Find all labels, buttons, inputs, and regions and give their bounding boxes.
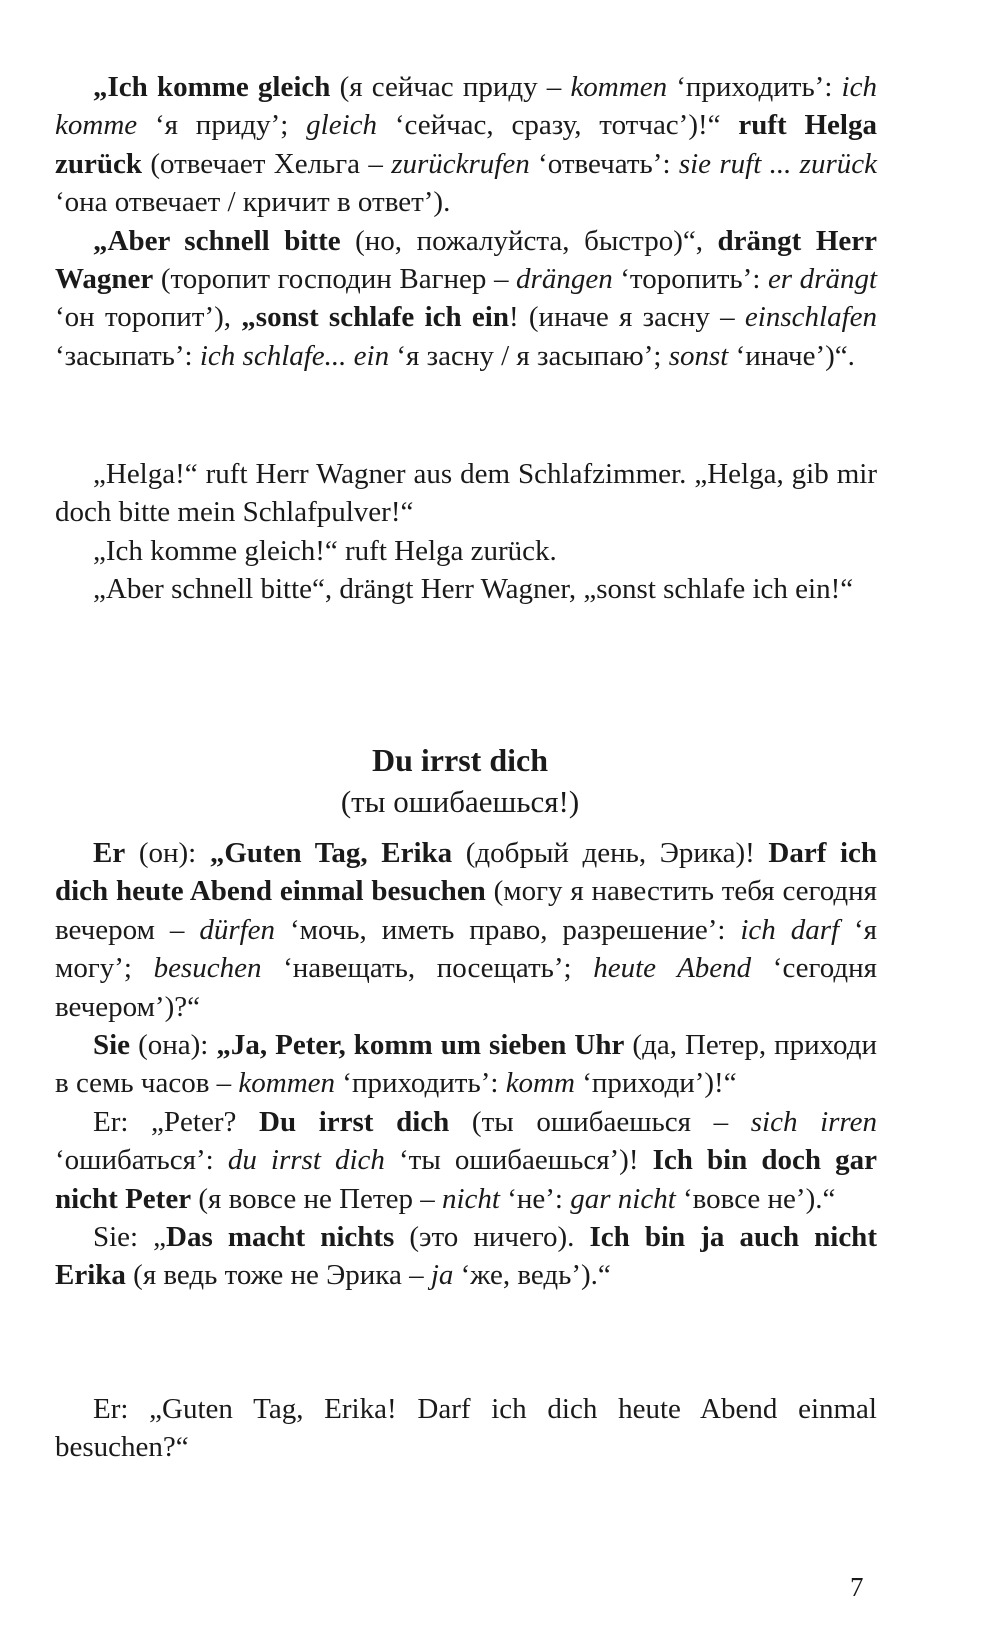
bold-run: Das macht nichts xyxy=(166,1221,395,1254)
text-block-1 xyxy=(55,455,877,609)
italic-run: du irrst dich xyxy=(227,1144,385,1177)
text-paragraph: Er: „Guten Tag, Erika! Darf ich dich heute Abend einmal besuchen?“ xyxy=(55,1393,877,1464)
bold-run: Du irrst dich xyxy=(259,1105,450,1138)
gloss-paragraph: Er: „Peter? Du irrst dich (ты ошибаешься – sich irren ‘ошибаться’: du irrst dich ‘ты ошибаешься’)! Ich bin doch gar nicht Peter (я вовсе не Петер – nicht ‘не’: gar nicht ‘вовсе не’).“ xyxy=(55,1105,878,1215)
text-paragraph: „Aber schnell bitte“, drängt Herr Wagner, „sonst schlafe ich ein!“ xyxy=(93,573,854,606)
bold-run: drängt Herr Wagner xyxy=(55,224,877,296)
italic-run: ich darf xyxy=(740,913,840,946)
gloss-paragraph: „Ich komme gleich (я сейчас приду – kommen ‘приходить’: ich komme ‘я приду’; gleich ‘сейчас, сразу, тотчас’)!“ ruft Helga zurück (отвечает Хельга – zurückrufen ‘отвечать’: sie ruft ... zurück ‘она отвечает / кричит в ответ’). xyxy=(55,71,877,219)
bold-run: ruft Helga zurück xyxy=(55,109,877,180)
gloss-block-1 xyxy=(55,68,877,375)
bold-run: „Ich komme gleich xyxy=(93,71,331,103)
italic-run: besuchen xyxy=(153,952,262,985)
italic-run: er drängt xyxy=(767,263,878,296)
italic-run: zurückrufen xyxy=(391,147,530,180)
italic-run: sonst xyxy=(668,339,729,372)
gloss-paragraph: Sie: „Das macht nichts (это ничего). Ich bin ja auch nicht Erika (я ведь тоже не Эрика – ja ‘же, ведь’).“ xyxy=(55,1221,877,1292)
bold-run: Darf ich dich heute Abend einmal besuchen xyxy=(55,837,878,908)
bold-run: „Ja, Peter, komm um sieben Uhr xyxy=(216,1029,625,1062)
section-subtitle: (ты ошибаешься!) xyxy=(340,784,580,819)
italic-run: kommen xyxy=(570,71,668,103)
italic-run: ja xyxy=(430,1259,454,1292)
gloss-paragraph: Er (он): „Guten Tag, Erika (добрый день, Эрика)! Darf ich dich heute Abend einmal besuchen (могу я навестить тебя сегодня вечером – dürfen ‘мочь, иметь право, разрешение’: ich darf ‘я могу’; besuchen ‘навещать, посещать’; heute Abend ‘сегодня вечером’)?“ xyxy=(55,837,878,1023)
bold-run: „sonst schlafe ich ein xyxy=(241,301,509,334)
text-paragraph: „Helga!“ ruft Herr Wagner aus dem Schlafzimmer. „Helga, gib mir doch bitte mein Schlafpulver!“ xyxy=(55,458,877,529)
italic-run: kommen xyxy=(238,1067,336,1100)
italic-run: ich komme xyxy=(55,71,877,142)
gloss-paragraph: Sie (она): „Ja, Peter, komm um sieben Uhr (да, Петер, приходи в семь часов – kommen ‘приходить’: komm ‘приходи’)!“ xyxy=(55,1029,877,1100)
bold-run: Ich bin doch gar nicht Peter xyxy=(55,1144,877,1215)
italic-run: komm xyxy=(505,1067,575,1100)
italic-run: sie ruft ... zurück xyxy=(678,147,877,180)
italic-run: sich irren xyxy=(750,1105,878,1138)
gloss-paragraph: „Aber schnell bitte (но, пожалуйста, быстро)“, drängt Herr Wagner (торопит господин Вагнер – drängen ‘торопить’: er drängt ‘он торопит’), „sonst schlafe ich ein! (иначе я засну – einschlafen ‘засыпать’: ich schlafe... ein ‘я засну / я засыпаю’; sonst ‘иначе’)“. xyxy=(55,224,878,372)
bold-run: „Guten Tag, Erika xyxy=(209,837,453,869)
italic-run: heute Abend xyxy=(593,952,752,985)
section-title: Du irrst dich xyxy=(372,742,548,778)
italic-run: nicht xyxy=(441,1182,500,1215)
bold-run: Sie xyxy=(93,1029,131,1062)
italic-run: einschlafen xyxy=(744,301,877,334)
italic-run: drängen xyxy=(516,263,613,296)
text-block-2 xyxy=(55,1390,877,1467)
bold-run: „Aber schnell bitte xyxy=(93,224,341,257)
italic-run: gar nicht xyxy=(570,1182,676,1215)
page-number: 7 xyxy=(850,1572,864,1602)
gloss-block-2 xyxy=(55,834,877,1295)
text-paragraph: „Ich komme gleich!“ ruft Helga zurück. xyxy=(93,534,557,567)
italic-run: gleich xyxy=(306,109,377,142)
bold-run: Er xyxy=(93,837,126,869)
italic-run: dürfen xyxy=(199,913,276,946)
bold-run: Ich bin ja auch nicht Erika xyxy=(55,1221,877,1292)
italic-run: ich schlafe... ein xyxy=(199,339,390,372)
